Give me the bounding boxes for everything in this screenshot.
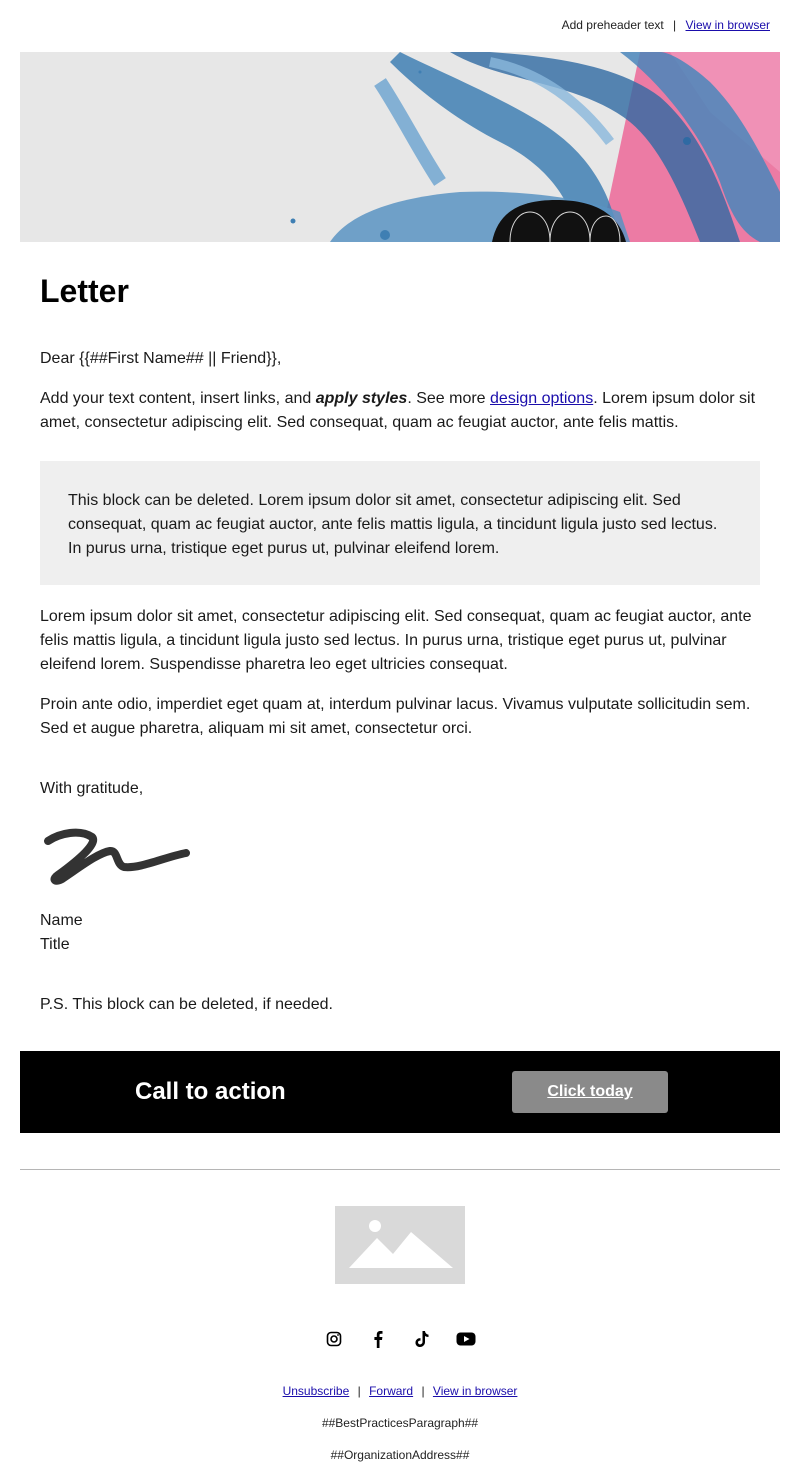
preheader-separator: | [673, 18, 677, 32]
forward-link[interactable]: Forward [369, 1384, 414, 1398]
abstract-watercolor-image [20, 52, 780, 242]
youtube-icon[interactable] [455, 1328, 477, 1350]
cta-heading: Call to action [135, 1078, 286, 1105]
instagram-icon[interactable] [323, 1328, 345, 1350]
footer-separator: | [421, 1384, 425, 1398]
tiktok-icon[interactable] [411, 1328, 433, 1350]
callout-block: This block can be deleted. Lorem ipsum dolor sit amet, consectetur adipiscing elit. Sed consequat, quam ac feugiat auctor, ante felis mattis ligula, a tincidunt ligula justo sed lectus. In purus urna, tristique eget purus ut, pulvinar eleifend lorem. [40, 461, 760, 585]
signer-name: Name [40, 912, 83, 929]
footer-separator: | [357, 1384, 361, 1398]
design-options-link[interactable]: design options [490, 390, 594, 407]
footer-view-in-browser-link[interactable]: View in browser [432, 1384, 518, 1398]
greeting: Dear {{##First Name## || Friend}}, [40, 350, 282, 367]
preheader-bar [562, 18, 770, 32]
letter-body [20, 242, 780, 1017]
image-placeholder-icon [335, 1206, 465, 1284]
closing-text: With gratitude, [40, 780, 144, 797]
intro-paragraph [40, 387, 760, 435]
postscript: P.S. This block can be deleted, if needed. [40, 996, 333, 1013]
footer-links [0, 1384, 800, 1398]
body-paragraph: Lorem ipsum dolor sit amet, consectetur adipiscing elit. Sed consequat, quam ac feugiat auctor, ante felis mattis ligula, a tincidunt ligula justo sed lectus. In purus urna, tristique eget purus ut, pulvinar eleifend lorem. Suspendisse pharetra leo eget ultricies consequat. [40, 608, 752, 673]
signature-image [40, 823, 190, 887]
signer-title: Title [40, 936, 70, 953]
body-paragraph-2: Proin ante odio, imperdiet eget quam at, interdum pulvinar lacus. Vivamus vulputate sollicitudin sem. Sed et augue pharetra, aliquam mi sit amet, consectetur orci. [40, 696, 751, 737]
click-today-button[interactable]: Click today [512, 1071, 668, 1113]
facebook-icon[interactable] [367, 1328, 389, 1350]
view-in-browser-link[interactable]: View in browser [685, 18, 770, 32]
preheader-text: Add preheader text [561, 18, 664, 32]
hero-image [20, 52, 780, 242]
footer-divider [20, 1169, 780, 1170]
intro-text-start: Add your text content, insert links, and [40, 390, 316, 407]
intro-styled-text: apply styles [315, 390, 408, 407]
unsubscribe-link[interactable]: Unsubscribe [282, 1384, 350, 1398]
organization-address: ##OrganizationAddress## [330, 1448, 470, 1462]
intro-text-middle: . See more [407, 390, 491, 407]
call-to-action-banner [20, 1051, 780, 1133]
best-practices-paragraph: ##BestPracticesParagraph## [321, 1416, 479, 1430]
intro-text-end: . Lorem ipsum dolor sit amet, consectetur adipiscing elit. Sed consequat, quam ac feugiat auctor, ante felis mattis. [40, 390, 756, 431]
logo-placeholder-image [335, 1206, 465, 1284]
page-title: Letter [40, 273, 129, 309]
social-links [0, 1328, 800, 1350]
